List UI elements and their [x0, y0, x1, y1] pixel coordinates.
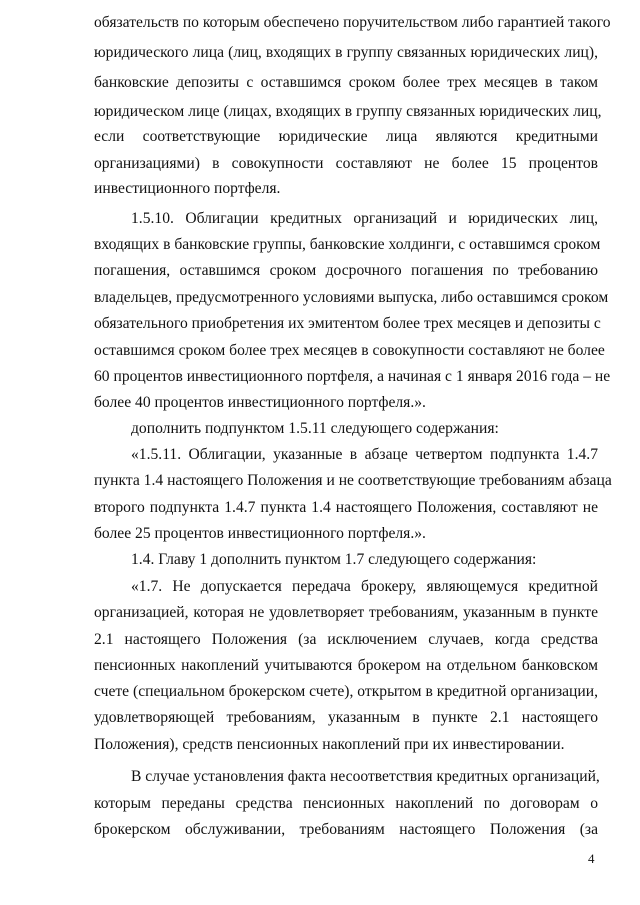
text-line: обязательного приобретения их эмитентом более трех месяцев и депозиты с — [94, 315, 601, 332]
text-line: брокерском обслуживании, требованиям настоящего Положения (за — [94, 821, 598, 838]
text-line: дополнить подпунктом 1.5.11 следующего содержания: — [131, 420, 499, 437]
text-line: если соответствующие юридические лица являются кредитными — [94, 128, 598, 145]
text-line: обязательств по которым обеспечено поручительством либо гарантией такого — [94, 14, 611, 31]
text-line: «1.5.11. Облигации, указанные в абзаце четвертом подпункта 1.4.7 — [131, 446, 598, 463]
text-line: которым переданы средства пенсионных накоплений по договорам о — [94, 795, 598, 812]
page-number: 4 — [588, 851, 595, 866]
text-line: юридическом лице (лицах, входящих в группу связанных юридических лиц, — [94, 103, 602, 120]
text-line: Положения), средств пенсионных накоплений при их инвестировании. — [94, 736, 565, 753]
text-line: банковские депозиты с оставшимся сроком более трех месяцев в таком — [94, 74, 598, 91]
text-line: счете (специальном брокерском счете), открытом в кредитной организации, — [94, 683, 598, 700]
text-line: «1.7. Не допускается передача брокеру, являющемуся кредитной — [131, 578, 598, 595]
text-line: второго подпункта 1.4.7 пункта 1.4 настоящего Положения, составляют не — [94, 499, 598, 516]
text-line: юридического лица (лиц, входящих в группу связанных юридических лиц), — [94, 44, 598, 61]
text-line: оставшимся сроком более трех месяцев в совокупности составляют не более — [94, 342, 605, 359]
text-line: организацией, которая не удовлетворяет требованиям, указанным в пункте — [94, 604, 598, 621]
text-line: пенсионных накоплений учитываются брокером на отдельном банковском — [94, 657, 598, 674]
text-line: В случае установления факта несоответствия кредитных организаций, — [131, 768, 600, 785]
text-line: более 40 процентов инвестиционного портфеля.». — [94, 394, 426, 411]
text-line: погашения, оставшимся сроком досрочного погашения по требованию — [94, 262, 598, 279]
text-line: 60 процентов инвестиционного портфеля, а начиная с 1 января 2016 года – не — [94, 368, 611, 385]
text-line: более 25 процентов инвестиционного портфеля.». — [94, 525, 426, 542]
text-line: 1.4. Главу 1 дополнить пунктом 1.7 следующего содержания: — [131, 551, 537, 568]
text-line: удовлетворяющей требованиям, указанным в пункте 2.1 настоящего — [94, 709, 598, 726]
text-line: инвестиционного портфеля. — [94, 180, 281, 197]
text-line: входящих в банковские группы, банковские холдинги, с оставшимся сроком — [94, 236, 601, 253]
text-line: пункта 1.4 настоящего Положения и не соответствующие требованиям абзаца — [94, 472, 612, 489]
text-line: 2.1 настоящего Положения (за исключением случаев, когда средства — [94, 631, 598, 648]
text-line: владельцев, предусмотренного условиями выпуска, либо оставшимся сроком — [94, 289, 609, 306]
text-line: 1.5.10. Облигации кредитных организаций и юридических лиц, — [131, 210, 598, 227]
text-line: организациями) в совокупности составляют не более 15 процентов — [94, 155, 598, 172]
